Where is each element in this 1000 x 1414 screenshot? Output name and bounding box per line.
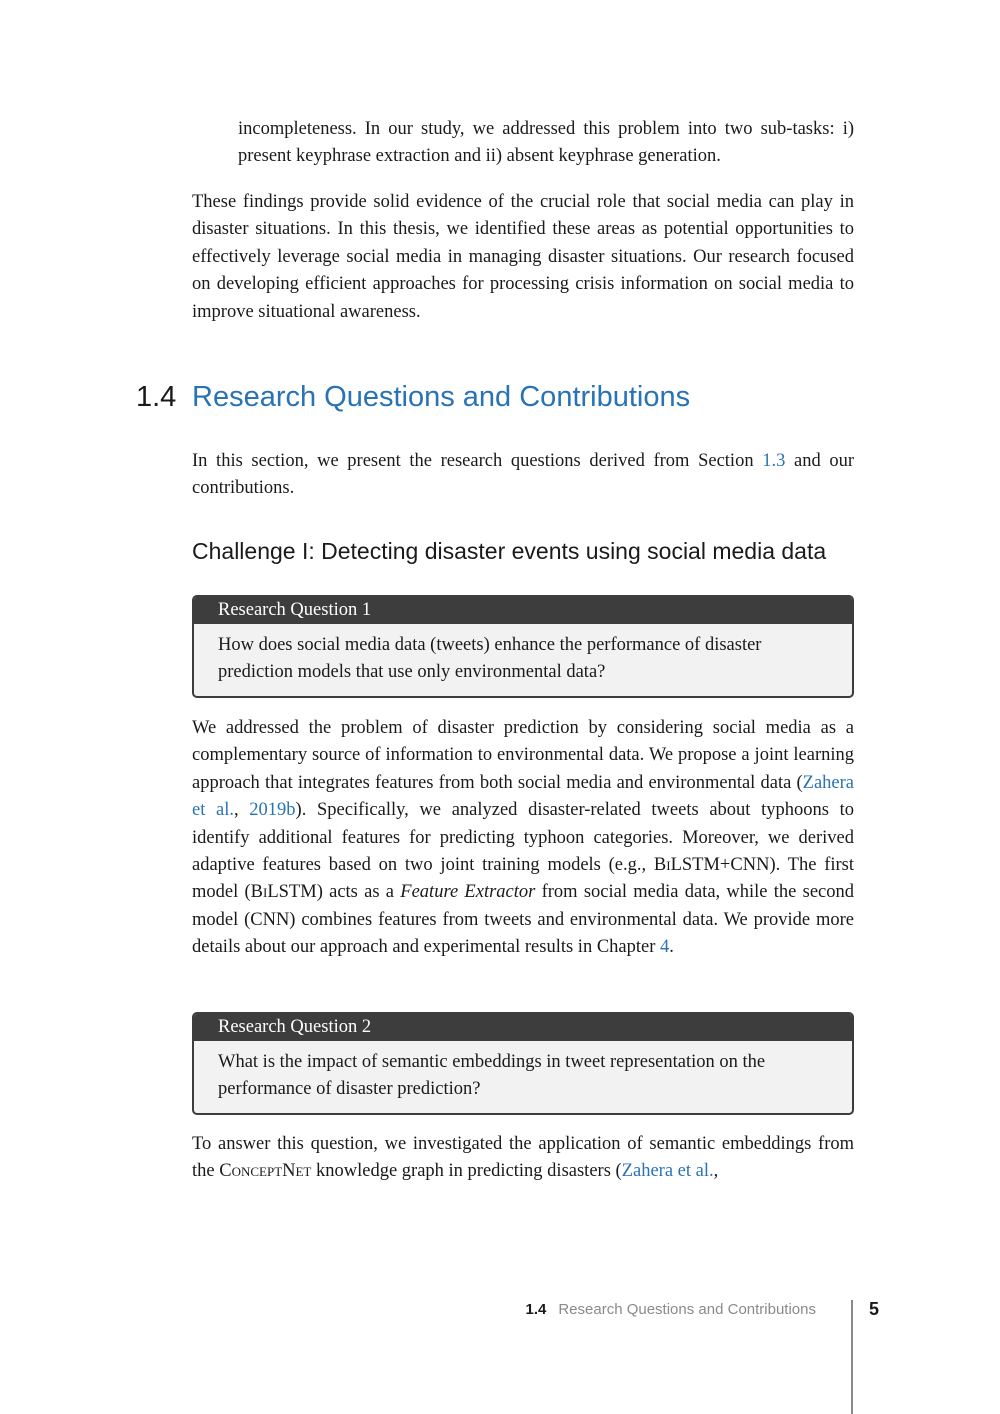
footer-section-number: 1.4 xyxy=(525,1301,547,1318)
challenge-heading: Challenge I: Detecting disaster events using social media data xyxy=(192,538,827,564)
research-question-2-text: What is the impact of semantic embeddings in tweet representation on the performance of disaster prediction? xyxy=(218,1052,766,1100)
feature-extractor-term: Feature Extractor xyxy=(400,882,536,903)
model-first-name: BiLSTM xyxy=(250,882,317,903)
section-intro-text-end: and our contributions. xyxy=(192,451,854,499)
section-number: 1.4 xyxy=(136,381,177,413)
model-combo-name: BiLSTM+CNN xyxy=(653,855,770,876)
rq1-answer-text: ). Specifically, we analyzed disaster-related tweets about typhoons to identify additional features for predicting typhoon categories. Moreover, we derived adaptive features based on two joint training models (e.g., xyxy=(192,800,854,876)
section-heading xyxy=(136,378,690,416)
intro-continuation: incompleteness. In our study, we addressed this problem into two sub-tasks: i) present keyphrase extraction and ii) absent keyphrase generation. xyxy=(238,119,854,167)
research-question-1-box xyxy=(192,595,854,698)
rq2-answer-text: , xyxy=(713,1161,719,1182)
chapter-ref-link[interactable]: 4 xyxy=(660,937,670,958)
rq2-answer-text: To answer this question, we investigated the application of semantic embeddings from the xyxy=(192,1134,854,1182)
rq1-answer-text: We addressed the problem of disaster prediction by considering social media as a complementary source of information to environmental data. We propose a joint learning approach that integrates features from both social media and environmental data ( xyxy=(192,718,854,793)
citation-author-link[interactable]: Zahera et al. xyxy=(192,772,854,821)
research-question-2-label: Research Question 2 xyxy=(194,1014,852,1041)
research-question-1-label: Research Question 1 xyxy=(194,597,852,624)
rq1-answer-paragraph xyxy=(192,715,854,962)
research-question-1-text: How does social media data (tweets) enhance the performance of disaster prediction models that use only environmental data? xyxy=(218,635,762,683)
rq1-answer-text: ) acts as a xyxy=(316,882,401,903)
citation-year-link[interactable]: 2019b xyxy=(249,800,296,821)
footer-section-title: Research Questions and Contributions xyxy=(558,1301,816,1318)
page-number: 5 xyxy=(869,1299,880,1319)
running-footer xyxy=(400,1300,816,1320)
citation-author-link[interactable]: Zahera et al. xyxy=(621,1161,714,1182)
section-ref-link[interactable]: 1.3 xyxy=(762,451,786,471)
rq2-answer-text: knowledge graph in predicting disasters ( xyxy=(311,1161,622,1182)
findings-paragraph: These findings provide solid evidence of the crucial role that social media can play in disaster situations. In this thesis, we identified these areas as potential opportunities to effectively leverage social media in managing disaster situations. Our research focused on developing efficient approaches for processing crisis information on social media to improve situational awareness. xyxy=(192,192,854,322)
section-intro xyxy=(192,448,854,503)
rq1-answer-text: ). The first model ( xyxy=(192,855,854,903)
knowledge-graph-name: ConceptNet xyxy=(219,1161,312,1182)
rq1-answer-text: . xyxy=(669,937,674,958)
research-question-2-box xyxy=(192,1012,854,1115)
section-intro-text: In this section, we present the research questions derived from Section xyxy=(192,451,763,471)
citation-separator: , xyxy=(234,800,250,821)
footer-divider xyxy=(851,1300,853,1414)
section-title: Research Questions and Contributions xyxy=(192,381,691,413)
rq1-answer-text: from social media data, while the second model (CNN) combines features from tweets and environmental data. We provide more details about our approach and experimental results in Chapter xyxy=(192,882,855,958)
rq2-answer-paragraph xyxy=(192,1131,854,1186)
